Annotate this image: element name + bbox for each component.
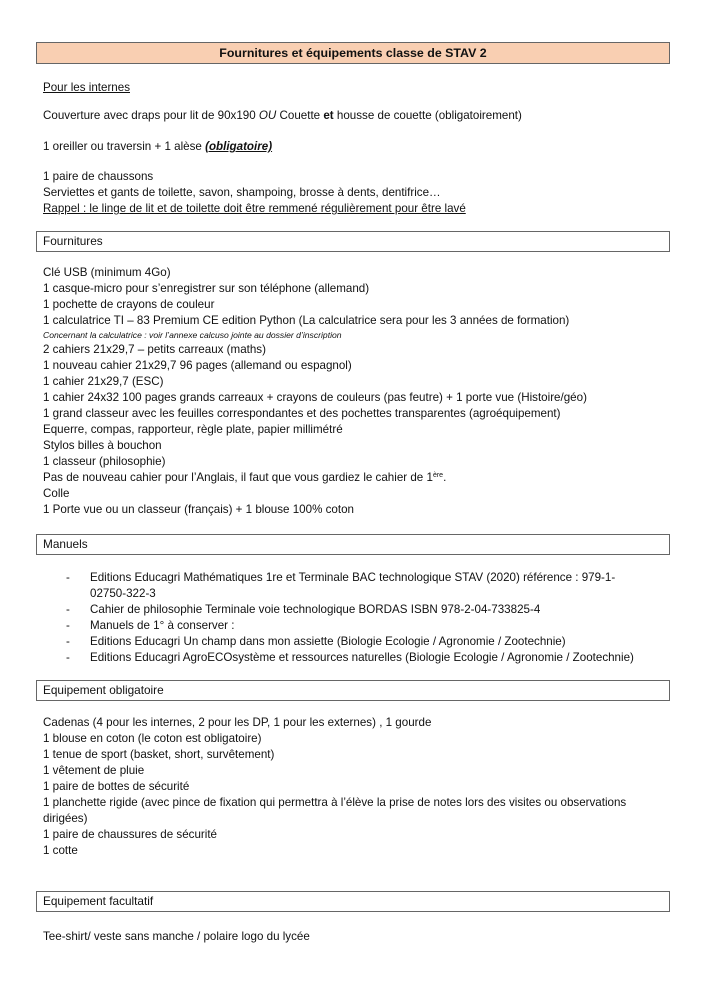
fourniture-item: 1 pochette de crayons de couleur bbox=[43, 298, 215, 311]
couverture-text-c: housse de couette (obligatoirement) bbox=[333, 109, 522, 122]
anglais-sup: ère bbox=[432, 472, 444, 479]
manuel-item: Manuels de 1° à conserver : bbox=[90, 619, 235, 632]
obligatoire-item: 1 cotte bbox=[43, 844, 78, 857]
chaussons-line: 1 paire de chaussons bbox=[43, 170, 154, 183]
couverture-line bbox=[43, 108, 522, 124]
fourniture-item: 1 calculatrice TI – 83 Premium CE edition Python (La calculatrice sera pour les 3 années de formation) bbox=[43, 314, 570, 327]
internes-heading: Pour les internes bbox=[43, 81, 130, 94]
obligatoire-item-continued: dirigées) bbox=[43, 812, 88, 825]
obligatoire-item: 1 tenue de sport (basket, short, survêtement) bbox=[43, 748, 275, 761]
couverture-et: et bbox=[323, 109, 334, 122]
obligatoire-item: 1 planchette rigide (avec pince de fixation qui permettra à l’élève la prise de notes lors des visites ou observations bbox=[43, 796, 627, 809]
manuel-item: Editions Educagri Mathématiques 1re et Terminale BAC technologique STAV (2020) référence : 979-1- bbox=[90, 571, 616, 584]
manuels-heading: Manuels bbox=[36, 534, 670, 555]
fourniture-item: 1 cahier 24x32 100 pages grands carreaux + crayons de couleurs (pas feutre) + 1 porte vue (Histoire/géo) bbox=[43, 391, 587, 404]
couverture-text-b: Couette bbox=[276, 109, 324, 122]
fourniture-item: 1 cahier 21x29,7 (ESC) bbox=[43, 375, 164, 388]
anglais-end: . bbox=[443, 471, 447, 484]
serviettes-line: Serviettes et gants de toilette, savon, shampoing, brosse à dents, dentifrice… bbox=[43, 186, 441, 199]
couverture-text-a: Couverture avec draps pour lit de 90x190 bbox=[43, 109, 259, 122]
anglais-text: Pas de nouveau cahier pour l’Anglais, il faut que vous gardiez le cahier de 1 bbox=[43, 471, 433, 484]
manuel-bullet: - bbox=[66, 619, 70, 632]
obligatoire-item: 1 blouse en coton (le coton est obligatoire) bbox=[43, 732, 262, 745]
obligatoire-heading: Equipement obligatoire bbox=[36, 680, 670, 701]
obligatoire-item: 1 vêtement de pluie bbox=[43, 764, 145, 777]
manuel-bullet: - bbox=[66, 635, 70, 648]
manuel-item: Editions Educagri AgroECOsystème et ressources naturelles (Biologie Ecologie / Agronomie / Zootechnie) bbox=[90, 651, 634, 664]
fourniture-item: 2 cahiers 21x29,7 – petits carreaux (maths) bbox=[43, 343, 266, 356]
fourniture-item: Equerre, compas, rapporteur, règle plate, papier millimétré bbox=[43, 423, 343, 436]
couverture-ou: OU bbox=[258, 109, 277, 122]
fourniture-item: 1 Porte vue ou un classeur (français) + 1 blouse 100% coton bbox=[43, 503, 354, 516]
fourniture-item: Stylos billes à bouchon bbox=[43, 439, 162, 452]
calculatrice-note: Concernant la calculatrice : voir l’annexe calcuso jointe au dossier d’inscription bbox=[43, 330, 342, 340]
oreiller-obligatoire: (obligatoire) bbox=[205, 140, 273, 153]
manuel-bullet: - bbox=[66, 571, 70, 584]
manuel-bullet: - bbox=[66, 603, 70, 616]
facultatif-heading: Equipement facultatif bbox=[36, 891, 670, 912]
rappel-line: Rappel : le linge de lit et de toilette doit être remmené régulièrement pour être lavé bbox=[43, 202, 466, 215]
manuel-bullet: - bbox=[66, 651, 70, 664]
manuel-item: Cahier de philosophie Terminale voie technologique BORDAS ISBN 978-2-04-733825-4 bbox=[90, 603, 541, 616]
obligatoire-item: Cadenas (4 pour les internes, 2 pour les DP, 1 pour les externes) , 1 gourde bbox=[43, 716, 432, 729]
fourniture-item: 1 grand classeur avec les feuilles correspondantes et des pochettes transparentes (agroéquipement) bbox=[43, 407, 561, 420]
oreiller-line bbox=[43, 139, 272, 155]
fourniture-item: Clé USB (minimum 4Go) bbox=[43, 266, 171, 279]
fourniture-item: Colle bbox=[43, 487, 70, 500]
fourniture-item: 1 nouveau cahier 21x29,7 96 pages (allemand ou espagnol) bbox=[43, 359, 352, 372]
oreiller-text: 1 oreiller ou traversin + 1 alèse bbox=[43, 140, 206, 153]
obligatoire-item: 1 paire de chaussures de sécurité bbox=[43, 828, 218, 841]
manuel-item: Editions Educagri Un champ dans mon assiette (Biologie Ecologie / Agronomie / Zootechnie) bbox=[90, 635, 566, 648]
fourniture-item: 1 classeur (philosophie) bbox=[43, 455, 166, 468]
facultatif-item: Tee-shirt/ veste sans manche / polaire logo du lycée bbox=[43, 930, 310, 943]
fourniture-item: 1 casque-micro pour s’enregistrer sur son téléphone (allemand) bbox=[43, 282, 370, 295]
page-title: Fournitures et équipements classe de STAV 2 bbox=[36, 42, 670, 64]
obligatoire-item: 1 paire de bottes de sécurité bbox=[43, 780, 190, 793]
fournitures-heading: Fournitures bbox=[36, 231, 670, 252]
anglais-line bbox=[43, 470, 446, 486]
manuel-item-continued: 02750-322-3 bbox=[90, 587, 156, 600]
